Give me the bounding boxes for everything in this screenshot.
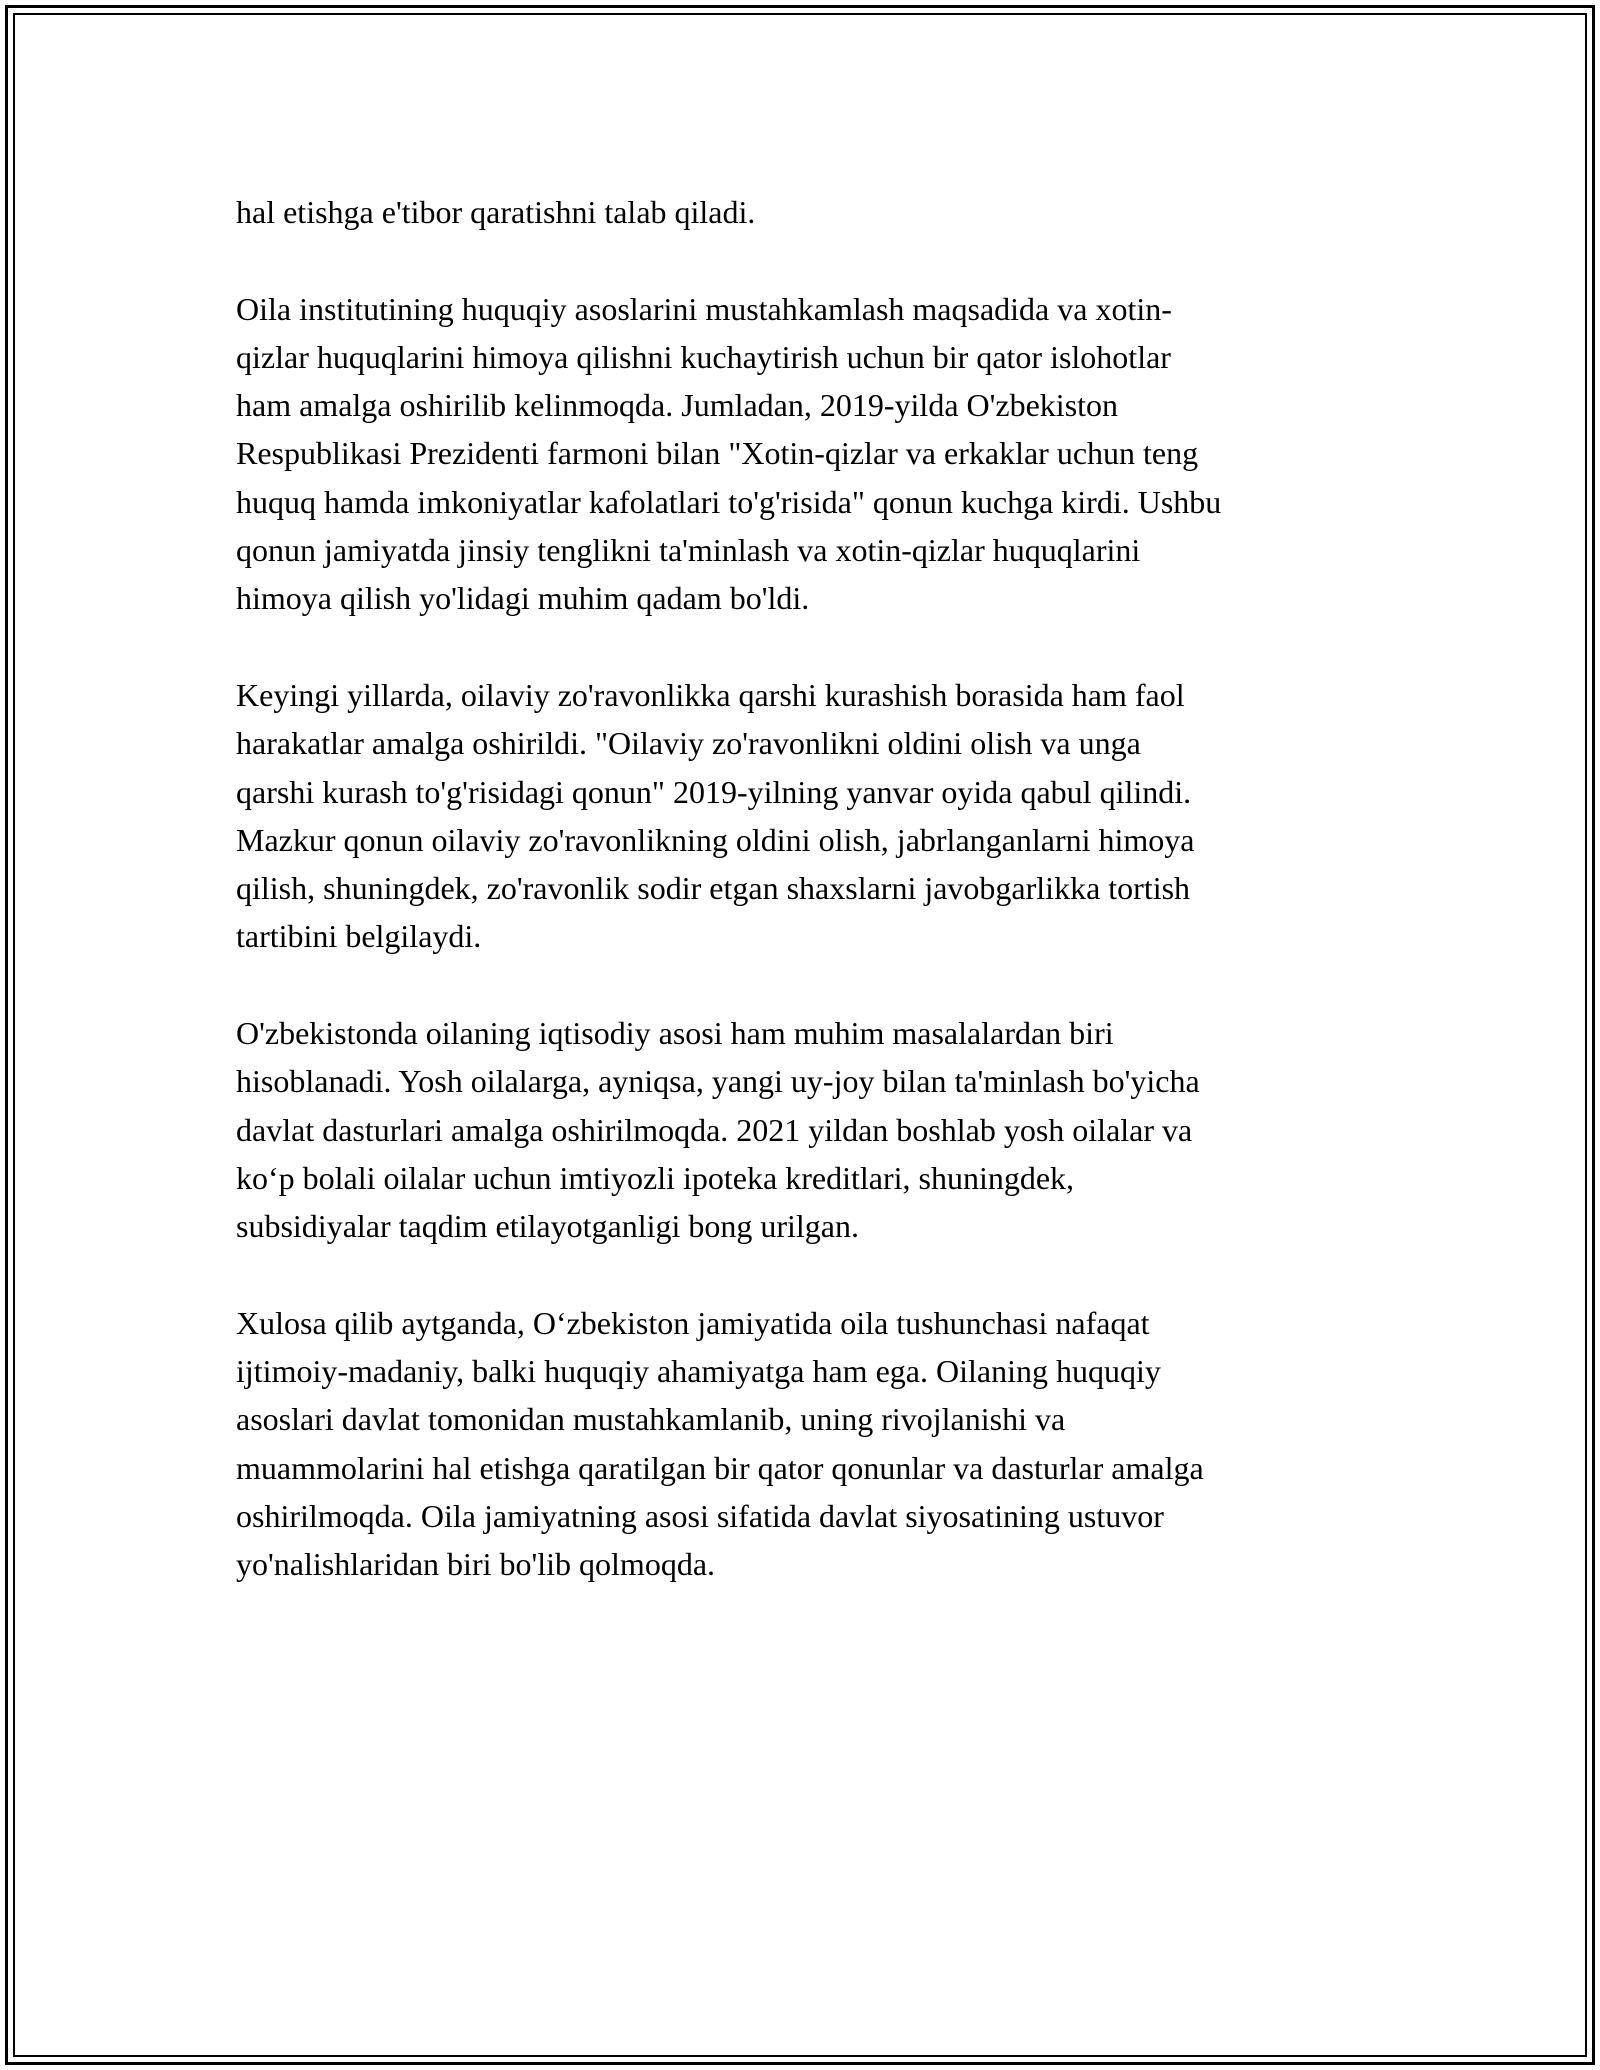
paragraph-2: Oila institutining huquqiy asoslarini mustahkamlash maqsadida va xotin- qizlar huquqlarini himoya qilishni kuchaytirish uchun bir qator islohotlar ham amalga oshirilib kelinmoqda. Jumladan, 2019-yilda O'zbekiston Respublikasi Prezidenti farmoni bilan "Xotin-qizlar va erkaklar uchun teng huquq hamda imkoniyatlar kafolatlari to'g'risida" qonun kuchga kirdi. Ushbu qonun jamiyatda jinsiy tenglikni ta'minlash va xotin-qizlar huquqlarini himoya qilish yo'lidagi muhim qadam bo'ldi. [236,290,1222,617]
paragraph-3: Keyingi yillarda, oilaviy zo'ravonlikka qarshi kurashish borasida ham faol harakatlar amalga oshirildi. "Oilaviy zo'ravonlikni oldini olish va unga qarshi kurash to'g'risidagi qonun" 2019-yilning yanvar oyida qabul qilindi. Mazkur qonun oilaviy zo'ravonlikning oldini olish, jabrlanganlarni himoya qilish, shuningdek, zo'ravonlik sodir etgan shaxslarni javobgarlikka tortish tartibini belgilaydi. [236,676,1195,955]
document-body [236,188,1366,1637]
paragraph-4: O'zbekistonda oilaning iqtisodiy asosi ham muhim masalalardan biri hisoblanadi. Yosh oilalarga, ayniqsa, yangi uy-joy bilan ta'minlash bo'yicha davlat dasturlari amalga oshirilmoqda. 2021 yildan boshlab yosh oilalar va ko‘p bolali oilalar uchun imtiyozli ipoteka kreditlari, shuningdek, subsidiyalar taqdim etilayotganligi bong urilgan. [236,1015,1200,1245]
paragraph-1: hal etishga e'tibor qaratishni talab qiladi. [236,194,756,230]
paragraph-5: Xulosa qilib aytganda, O‘zbekiston jamiyatida oila tushunchasi nafaqat ijtimoiy-madaniy, balki huquqiy ahamiyatga ham ega. Oilaning huquqiy asoslari davlat tomonidan mustahkamlanib, uning rivojlanishi va muammolarini hal etishga qaratilgan bir qator qonunlar va dasturlar amalga oshirilmoqda. Oila jamiyatning asosi sifatida davlat siyosatining ustuvor yo'nalishlaridan biri bo'lib qolmoqda. [236,1304,1204,1583]
